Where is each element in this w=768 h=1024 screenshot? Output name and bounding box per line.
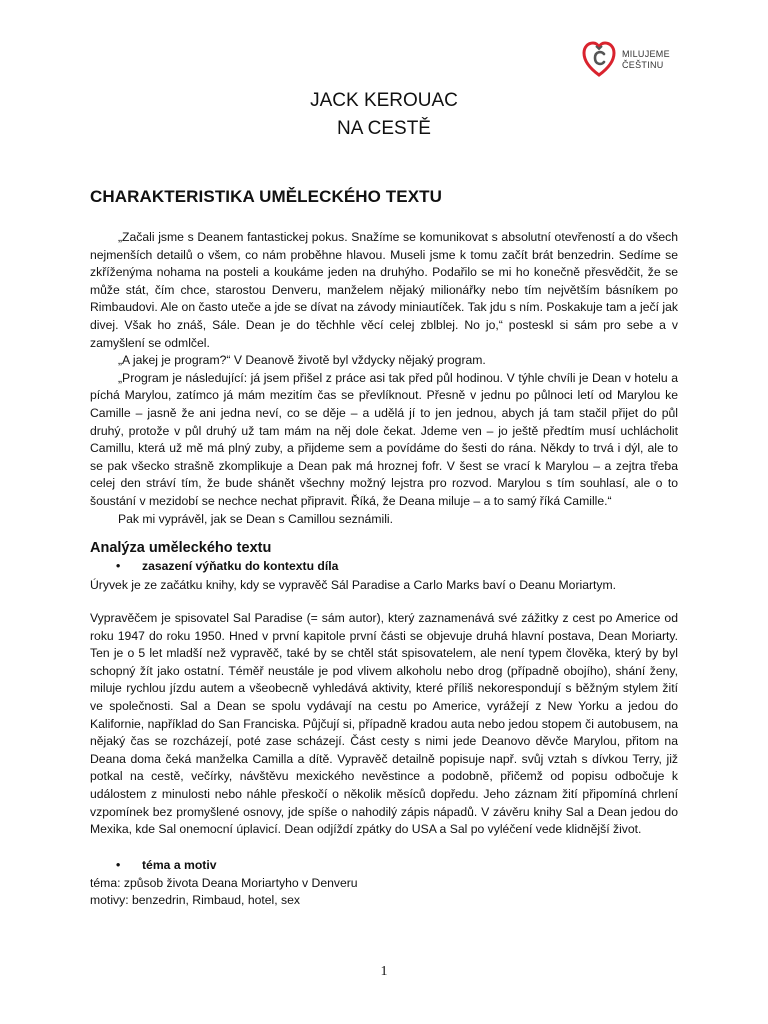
bullet-theme-label: téma a motiv <box>142 858 217 872</box>
bullet-context-label: zasazení výňatku do kontextu díla <box>142 559 339 573</box>
section-heading: CHARAKTERISTIKA UMĚLECKÉHO TEXTU <box>90 187 443 206</box>
logo-line-2: ČEŠTINU <box>622 60 664 70</box>
motifs-line: motivy: benzedrin, Rimbaud, hotel, sex <box>90 893 300 907</box>
heart-c-logo-icon <box>582 40 616 78</box>
bullet-theme <box>116 858 217 872</box>
narrative-paragraph: Vypravěčem je spisovatel Sal Paradise (= sám autor), který zaznamenává své zážitky z cest po Americe od roku 1947 do roku 1950. Hned v první kapitole první části se objevuje druhá hlavní postava, Dean Moriarty. Ten je o 5 let mladší než vypravěč, také by se chtěl stát spisovatelem, ale není typem člověka, který by byl schopný žít jako ostatní. Téměř neustále je pod vlivem alkoholu nebo drog (případně obojího), shání ženy, miluje rychlou jízdu autem a všeobecně vyhledává aktivity, které příliš nekorespondují s běžným stylem žití ve společnosti. Sal a Dean se spolu vydávají na cestu po Americe, vyrážejí z New Yorku a jedou do Kalifornie, například do San Franciska. Půjčují si, případně kradou auta nebo jedou stopem či autobusem, na nějaký čas se rozcházejí, poté zase scházejí. Část cesty s nimi jede Deanovo děvče Marylou, přitom na Deana doma čeká manželka Camilla a dítě. Vypravěč detailně popisuje např. svůj vztah s dívkou Terry, již potkal na cestě, večírky, návštěvu mexického nevěstince a podobně, přičemž od popisu odbočuje k událostem z minulosti nebo náhle přeskočí o několik měsíců dopředu. Jeho záznam žití připomíná chrlení vzpomínek bez promyšlené osnovy, jde spíše o nahodilý zápis nápadů. V závěru knihy Sal a Dean jedou do Mexika, kde Sal onemocní úplavicí. Dean odjíždí zpátky do USA a Sal po vyléčení vede klidnější život. <box>90 611 678 837</box>
book-title: NA CESTĚ <box>337 118 431 139</box>
excerpt-paragraph-1: „Začali jsme s Deanem fantastickej pokus. Snažíme se komunikovat s absolutní otevřeností a do všech nejmenších detailů o všem, co nám proběhne hlavou. Museli jsme k tomu začít brát benzedrin. Sedíme se zkříženýma nohama na posteli a koukáme jeden na druhýho. Podařilo se mi ho konečně přesvědčit, že se může stát, čím chce, starostou Denveru, manželem nějaký milionářky nebo tím největším básníkem po Rimbaudovi. Ale on často uteče a jde se dívat na závody miniautíček. Tak jdu s ním. Poskakuje tam a ječí jak divej. Však ho znáš, Sále. Dean je do těchhle věcí celej zblblej. No jo,“ posteskl si sám pro sebe a v zamyšlení se odmlčel. <box>90 230 678 350</box>
context-description: Úryvek je ze začátku knihy, kdy se vypravěč Sál Paradise a Carlo Marks baví o Deanu Moriartym. <box>90 578 617 592</box>
excerpt-paragraph-2: „A jakej je program?“ V Deanově životě byl vždycky nějaký program. <box>118 353 486 368</box>
book-author: JACK KEROUAC <box>310 90 458 111</box>
logo-line-1: MILUJEME <box>622 49 670 59</box>
narrative-block <box>90 610 678 839</box>
excerpt-paragraph-4: Pak mi vyprávěl, jak se Dean s Camillou seznámili. <box>118 511 393 526</box>
excerpt-paragraph-3: „Program je následující: já jsem přišel z práce asi tak před půl hodinou. V týhle chvíli je Dean v hotelu a píchá Marylou, zatímco já mám mezitím čas se převlíknout. Přesně v jednu po půlnoci letí od Marylou ke Camille – jasně že ani jedna neví, co se děje – a udělá jí to jen jednou, abych já tam stačil přijet do půl druhý, protože v půl druhý už tam mám na něj dole čekat. Jdeme ven – jo ještě předtím musí uchlácholit Camillu, která už mě má plný zuby, a přijdeme sem a povídáme do šesti do rána. Někdy to trvá i dýl, ale to se pak všecko strašně zkomplikuje a Dean pak má hroznej fofr. V šest se vrací k Marylou – a zejtra třeba celej den stráví tím, že bude shánět všechny možný lejstra pro rozvod. Marylou s tím souhlasí, ale o to šoustání v mezidobí se nechce nechat připravit. Říká, že Deana miluje – a to samý říká Camille.“ <box>90 370 678 508</box>
bullet-icon: • <box>116 858 121 872</box>
page-number: 1 <box>380 964 388 979</box>
bullet-icon: • <box>116 559 121 573</box>
analysis-heading: Analýza uměleckého textu <box>90 540 272 556</box>
logo <box>582 40 692 80</box>
theme-line: téma: způsob života Deana Moriartyho v Denveru <box>90 876 358 890</box>
excerpt-block <box>90 229 678 528</box>
bullet-context <box>116 559 338 573</box>
